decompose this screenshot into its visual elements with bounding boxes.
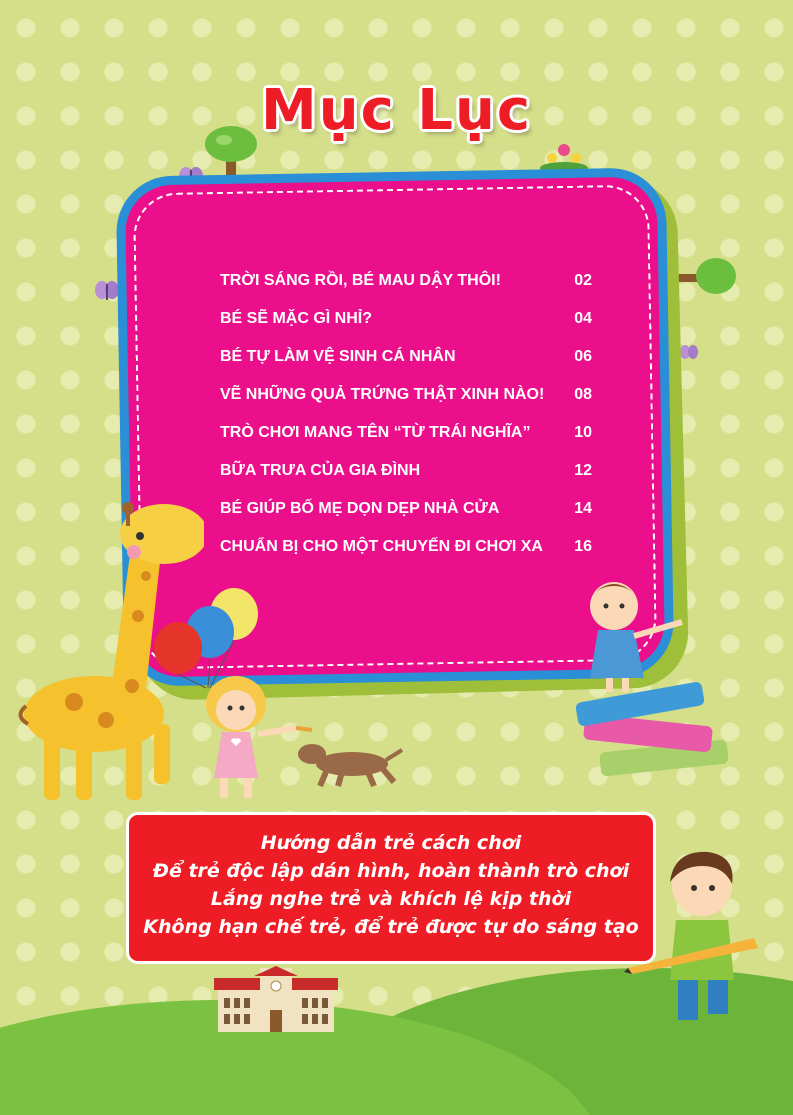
toc-item-label: BỮA TRƯA CỦA GIA ĐÌNH (220, 462, 421, 479)
girl-on-books-illustration (570, 572, 736, 790)
toc-item[interactable] (220, 376, 592, 414)
toc-item-label: TRÒ CHƠI MANG TÊN “TỪ TRÁI NGHĨA” (220, 424, 531, 441)
toc-item-page: 10 (574, 424, 592, 441)
butterfly-icon (680, 344, 698, 360)
balloons-illustration (150, 588, 262, 688)
toc-item-page: 04 (574, 310, 592, 327)
toc-item[interactable] (220, 262, 592, 300)
toc-item-page: 06 (574, 348, 592, 365)
instructions-box (126, 812, 656, 964)
toc-item[interactable] (220, 528, 592, 566)
toc-item-label: VẼ NHỮNG QUẢ TRỨNG THẬT XINH NÀO! (220, 386, 545, 403)
instruction-line: Để trẻ độc lập dán hình, hoàn thành trò chơi (152, 860, 630, 882)
instruction-line: Lắng nghe trẻ và khích lệ kịp thời (210, 888, 572, 910)
table-of-contents (220, 262, 592, 566)
boy-illustration (624, 842, 764, 1032)
toc-item-page: 12 (574, 462, 592, 479)
toc-item-page: 08 (574, 386, 592, 403)
toc-item[interactable] (220, 338, 592, 376)
toc-item-label: TRỜI SÁNG RỒI, BÉ MAU DẬY THÔI! (220, 272, 501, 289)
instruction-line: Hướng dẫn trẻ cách chơi (260, 832, 522, 854)
toc-item-label: BÉ GIÚP BỐ MẸ DỌN DẸP NHÀ CỬA (220, 500, 500, 517)
toc-item-page: 14 (574, 500, 592, 517)
tree-icon (678, 252, 738, 302)
toc-item-label: BÉ TỰ LÀM VỆ SINH CÁ NHÂN (220, 348, 456, 365)
toc-item-label: BÉ SẼ MẶC GÌ NHỈ? (220, 310, 373, 327)
tree-icon (204, 124, 260, 176)
page-title: Mục Lục (260, 78, 533, 143)
toc-item[interactable] (220, 490, 592, 528)
butterfly-icon (94, 280, 120, 304)
school-illustration (214, 966, 338, 1032)
instruction-line: Không hạn chế trẻ, để trẻ được tự do sáng tạo (143, 916, 639, 938)
dog-illustration (298, 738, 404, 788)
toc-item[interactable] (220, 452, 592, 490)
toc-item[interactable] (220, 414, 592, 452)
toc-item-page: 02 (574, 272, 592, 289)
toc-item-label: CHUẨN BỊ CHO MỘT CHUYẾN ĐI CHƠI XA (220, 538, 543, 555)
toc-item-page: 16 (574, 538, 592, 555)
toc-item[interactable] (220, 300, 592, 338)
